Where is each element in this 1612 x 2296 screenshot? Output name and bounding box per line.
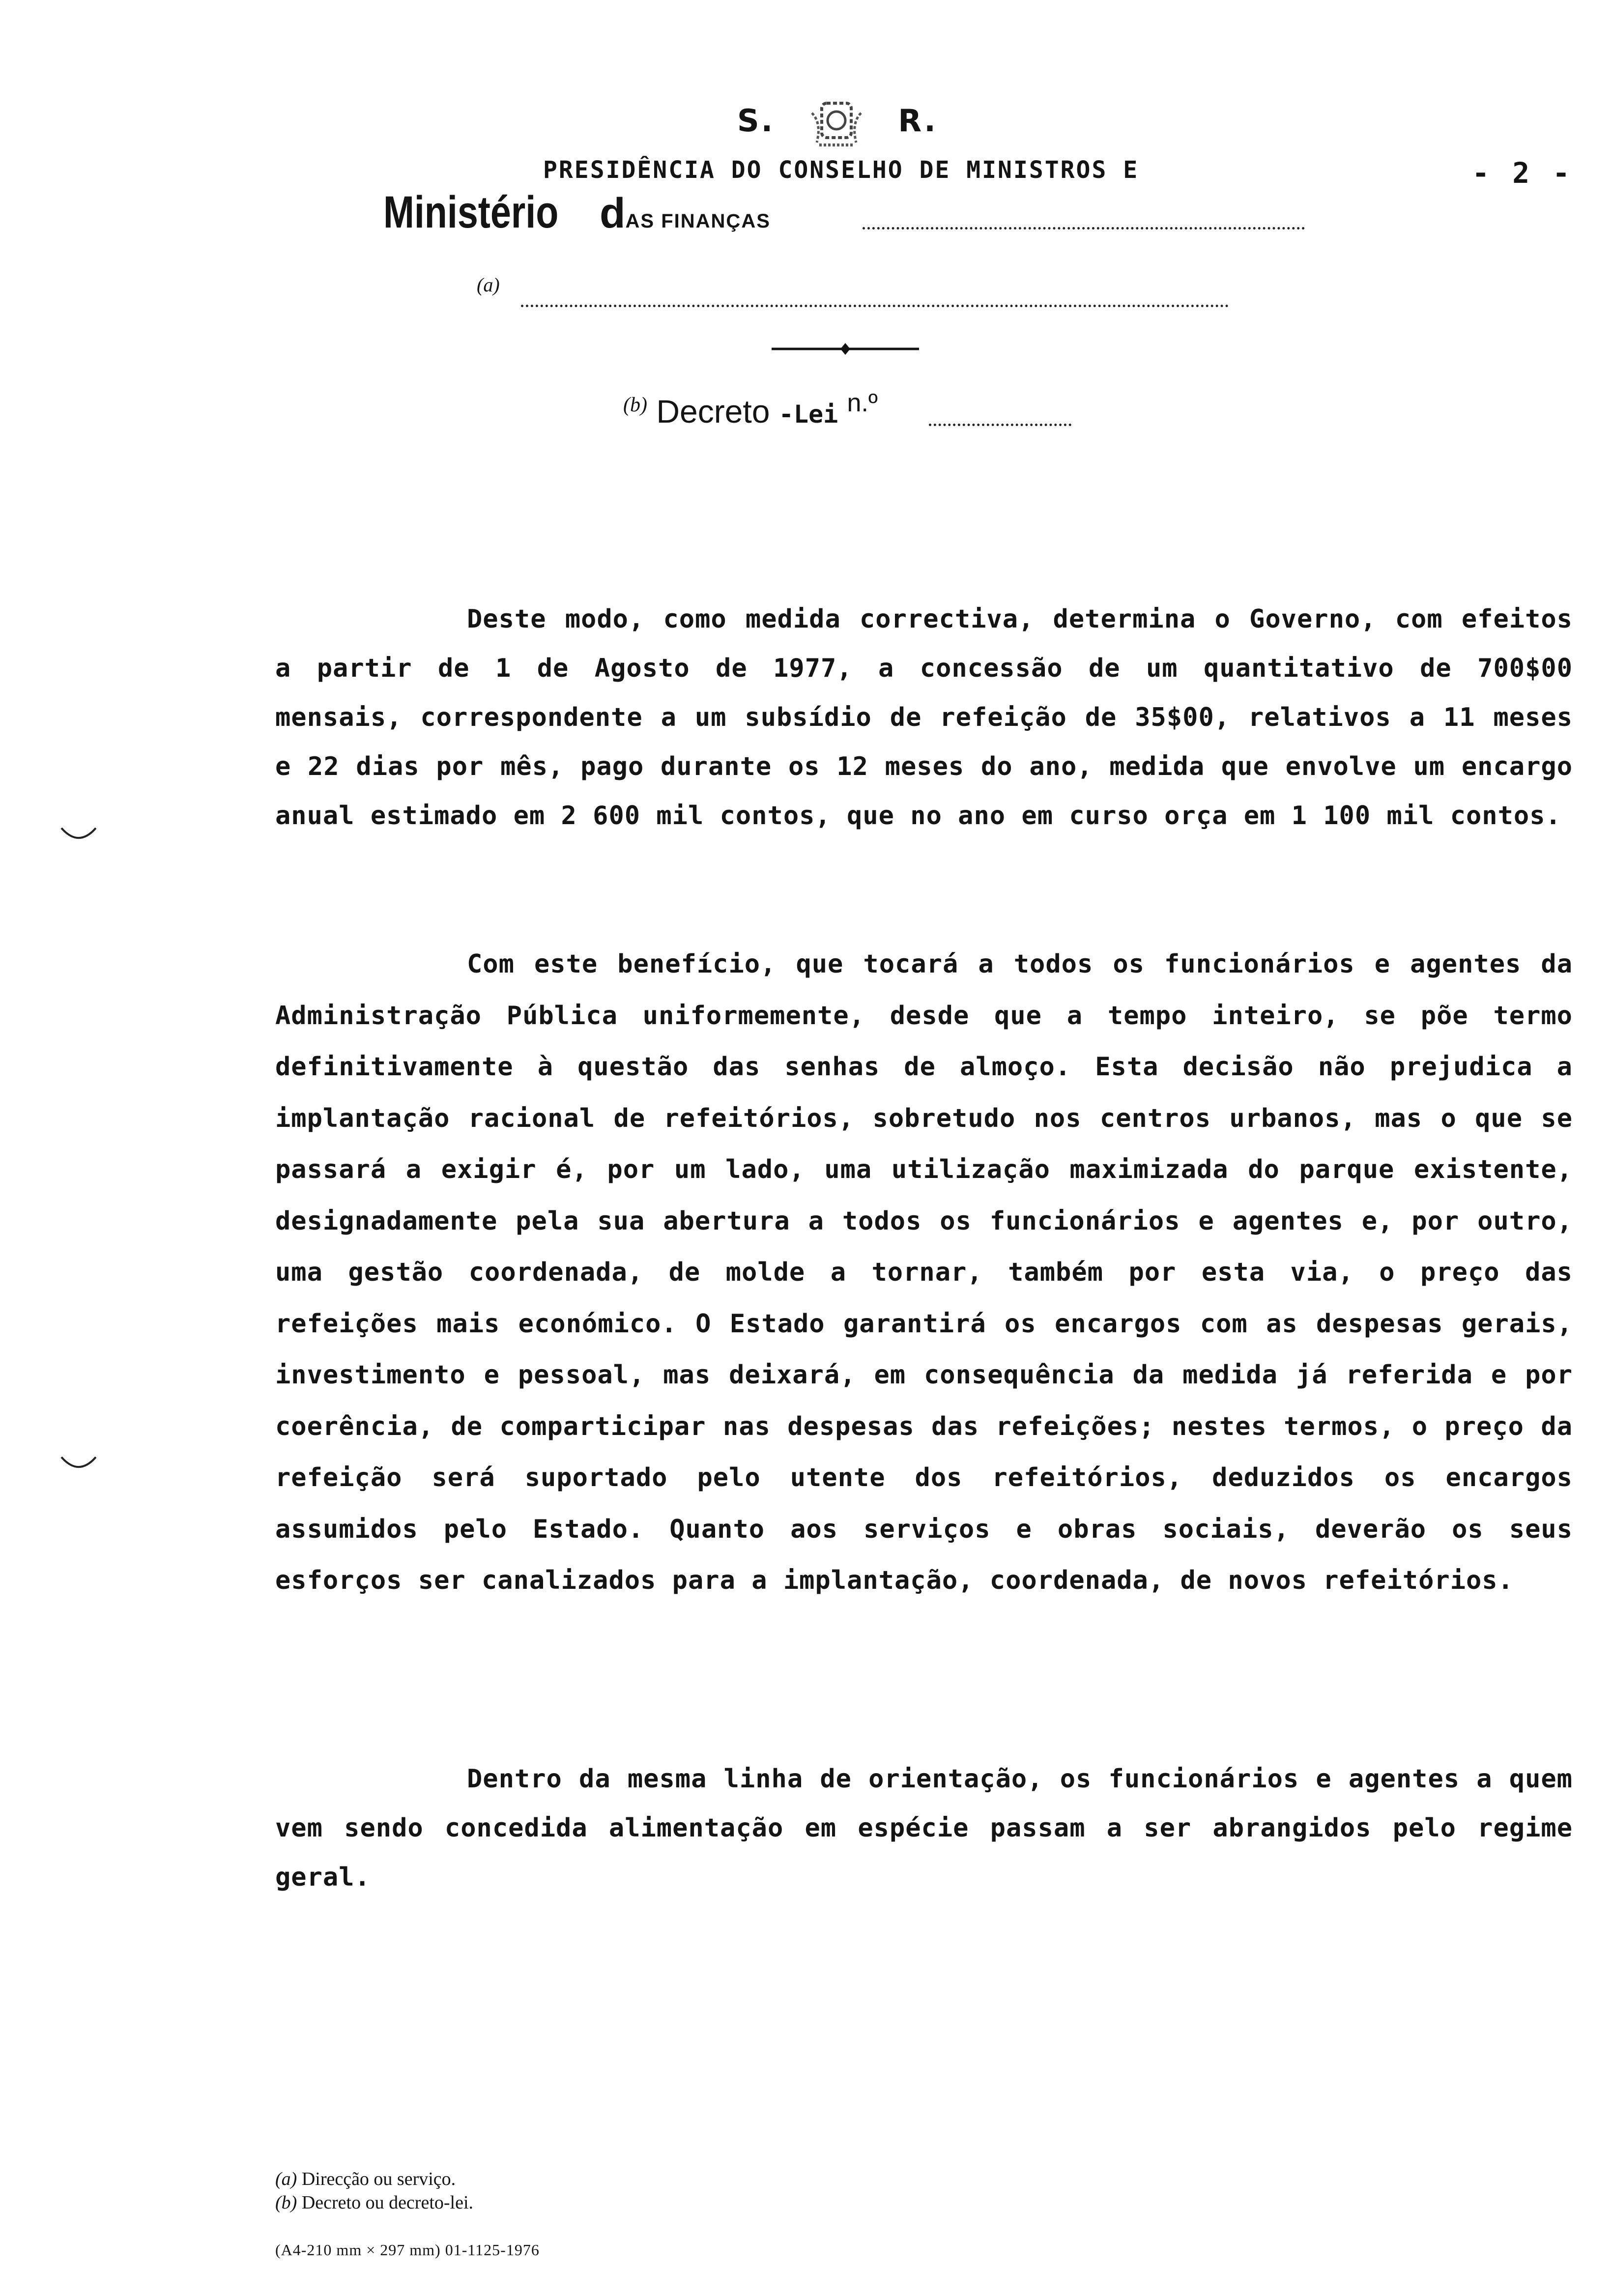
decree-number-label: n.º — [847, 389, 878, 417]
footnotes — [275, 2167, 473, 2214]
ministry-title — [383, 187, 771, 238]
body-paragraph: Dentro da mesma linha de orientação, os funcionários e agentes a quem vem sendo concedida alimentação em espécie passam a ser abrangidos pelo regime geral. — [275, 1764, 1573, 1892]
decree-lei: -Lei — [778, 400, 838, 429]
body-paragraph: Com este benefício, que tocará a todos os funcionários e agentes da Administração Pública uniformemente, desde que a tempo inteiro, se põe termo definitivamente à questão das senhas de almoço. Esta decisão não prejudica a implantação racional de refeitórios, sobretudo nos centros urbanos, mas o que se passará a exigir é, por um lado, uma utilização maximizada do parque existente, designadamente pela sua abertura a todos os funcionários e agentes e, por outro, uma gestão coordenada, de molde a tornar, também por esta via, o preço das refeições mais económico. O Estado garantirá os encargos com as despesas gerais, investimento e pessoal, mas deixará, em consequência da medida já referida e por coerência, de comparticipar nas despesas das refeições; nestes termos, o preço da refeição será suportado pelo utente dos refeitórios, deduzidos os encargos assumidos pelo Estado. Quanto aos serviços e obras sociais, deverão os seus esforços ser canalizados para a implantação, coordenada, de novos refeitórios. — [275, 949, 1573, 1595]
sr-right: R. — [898, 103, 938, 139]
ministry-name: AS FINANÇAS — [625, 210, 771, 232]
footnote-b-text: Decreto ou decreto-lei. — [301, 2192, 474, 2213]
footnote-a-text: Direcção ou serviço. — [301, 2169, 456, 2189]
service-dotted-line — [521, 305, 1229, 307]
decree-line — [623, 388, 878, 430]
ministry-d: d — [600, 190, 626, 237]
sr-header — [737, 93, 938, 152]
footnote-a — [275, 2167, 473, 2191]
ministry-prefix: Ministério — [383, 187, 559, 237]
sr-left: S. — [737, 103, 775, 139]
presidencia-heading: PRESIDÊNCIA DO CONSELHO DE MINISTROS E — [543, 156, 1139, 184]
coat-of-arms-icon — [807, 93, 866, 152]
decree-dotted-line — [929, 424, 1071, 426]
decree-b-label: (b) — [623, 394, 647, 416]
binding-mark-icon — [59, 1455, 98, 1474]
footnote-a-label: (a) — [275, 2169, 297, 2189]
decree-word: Decreto — [656, 393, 770, 430]
divider-ornament — [772, 339, 919, 359]
form-code: (A4-210 mm × 297 mm) 01-1125-1976 — [275, 2241, 540, 2259]
binding-mark-icon — [59, 826, 98, 845]
footnote-b-label: (b) — [275, 2192, 297, 2213]
page-number: - 2 - — [1472, 156, 1573, 190]
ministry-dotted-line — [863, 227, 1305, 230]
footnote-b — [275, 2191, 473, 2214]
body-paragraph: Deste modo, como medida correctiva, determina o Governo, com efeitos a partir de 1 de Agosto de 1977, a concessão de um quantitativo de 700$00 mensais, correspondente a um subsídio de refeição de 35$00, relativos a 11 meses e 22 dias por mês, pago durante os 12 meses do ano, medida que envolve um encargo anual estimado em 2 600 mil contos, que no ano em curso orça em 1 100 mil contos. — [275, 604, 1573, 831]
service-label: (a) — [477, 274, 500, 296]
